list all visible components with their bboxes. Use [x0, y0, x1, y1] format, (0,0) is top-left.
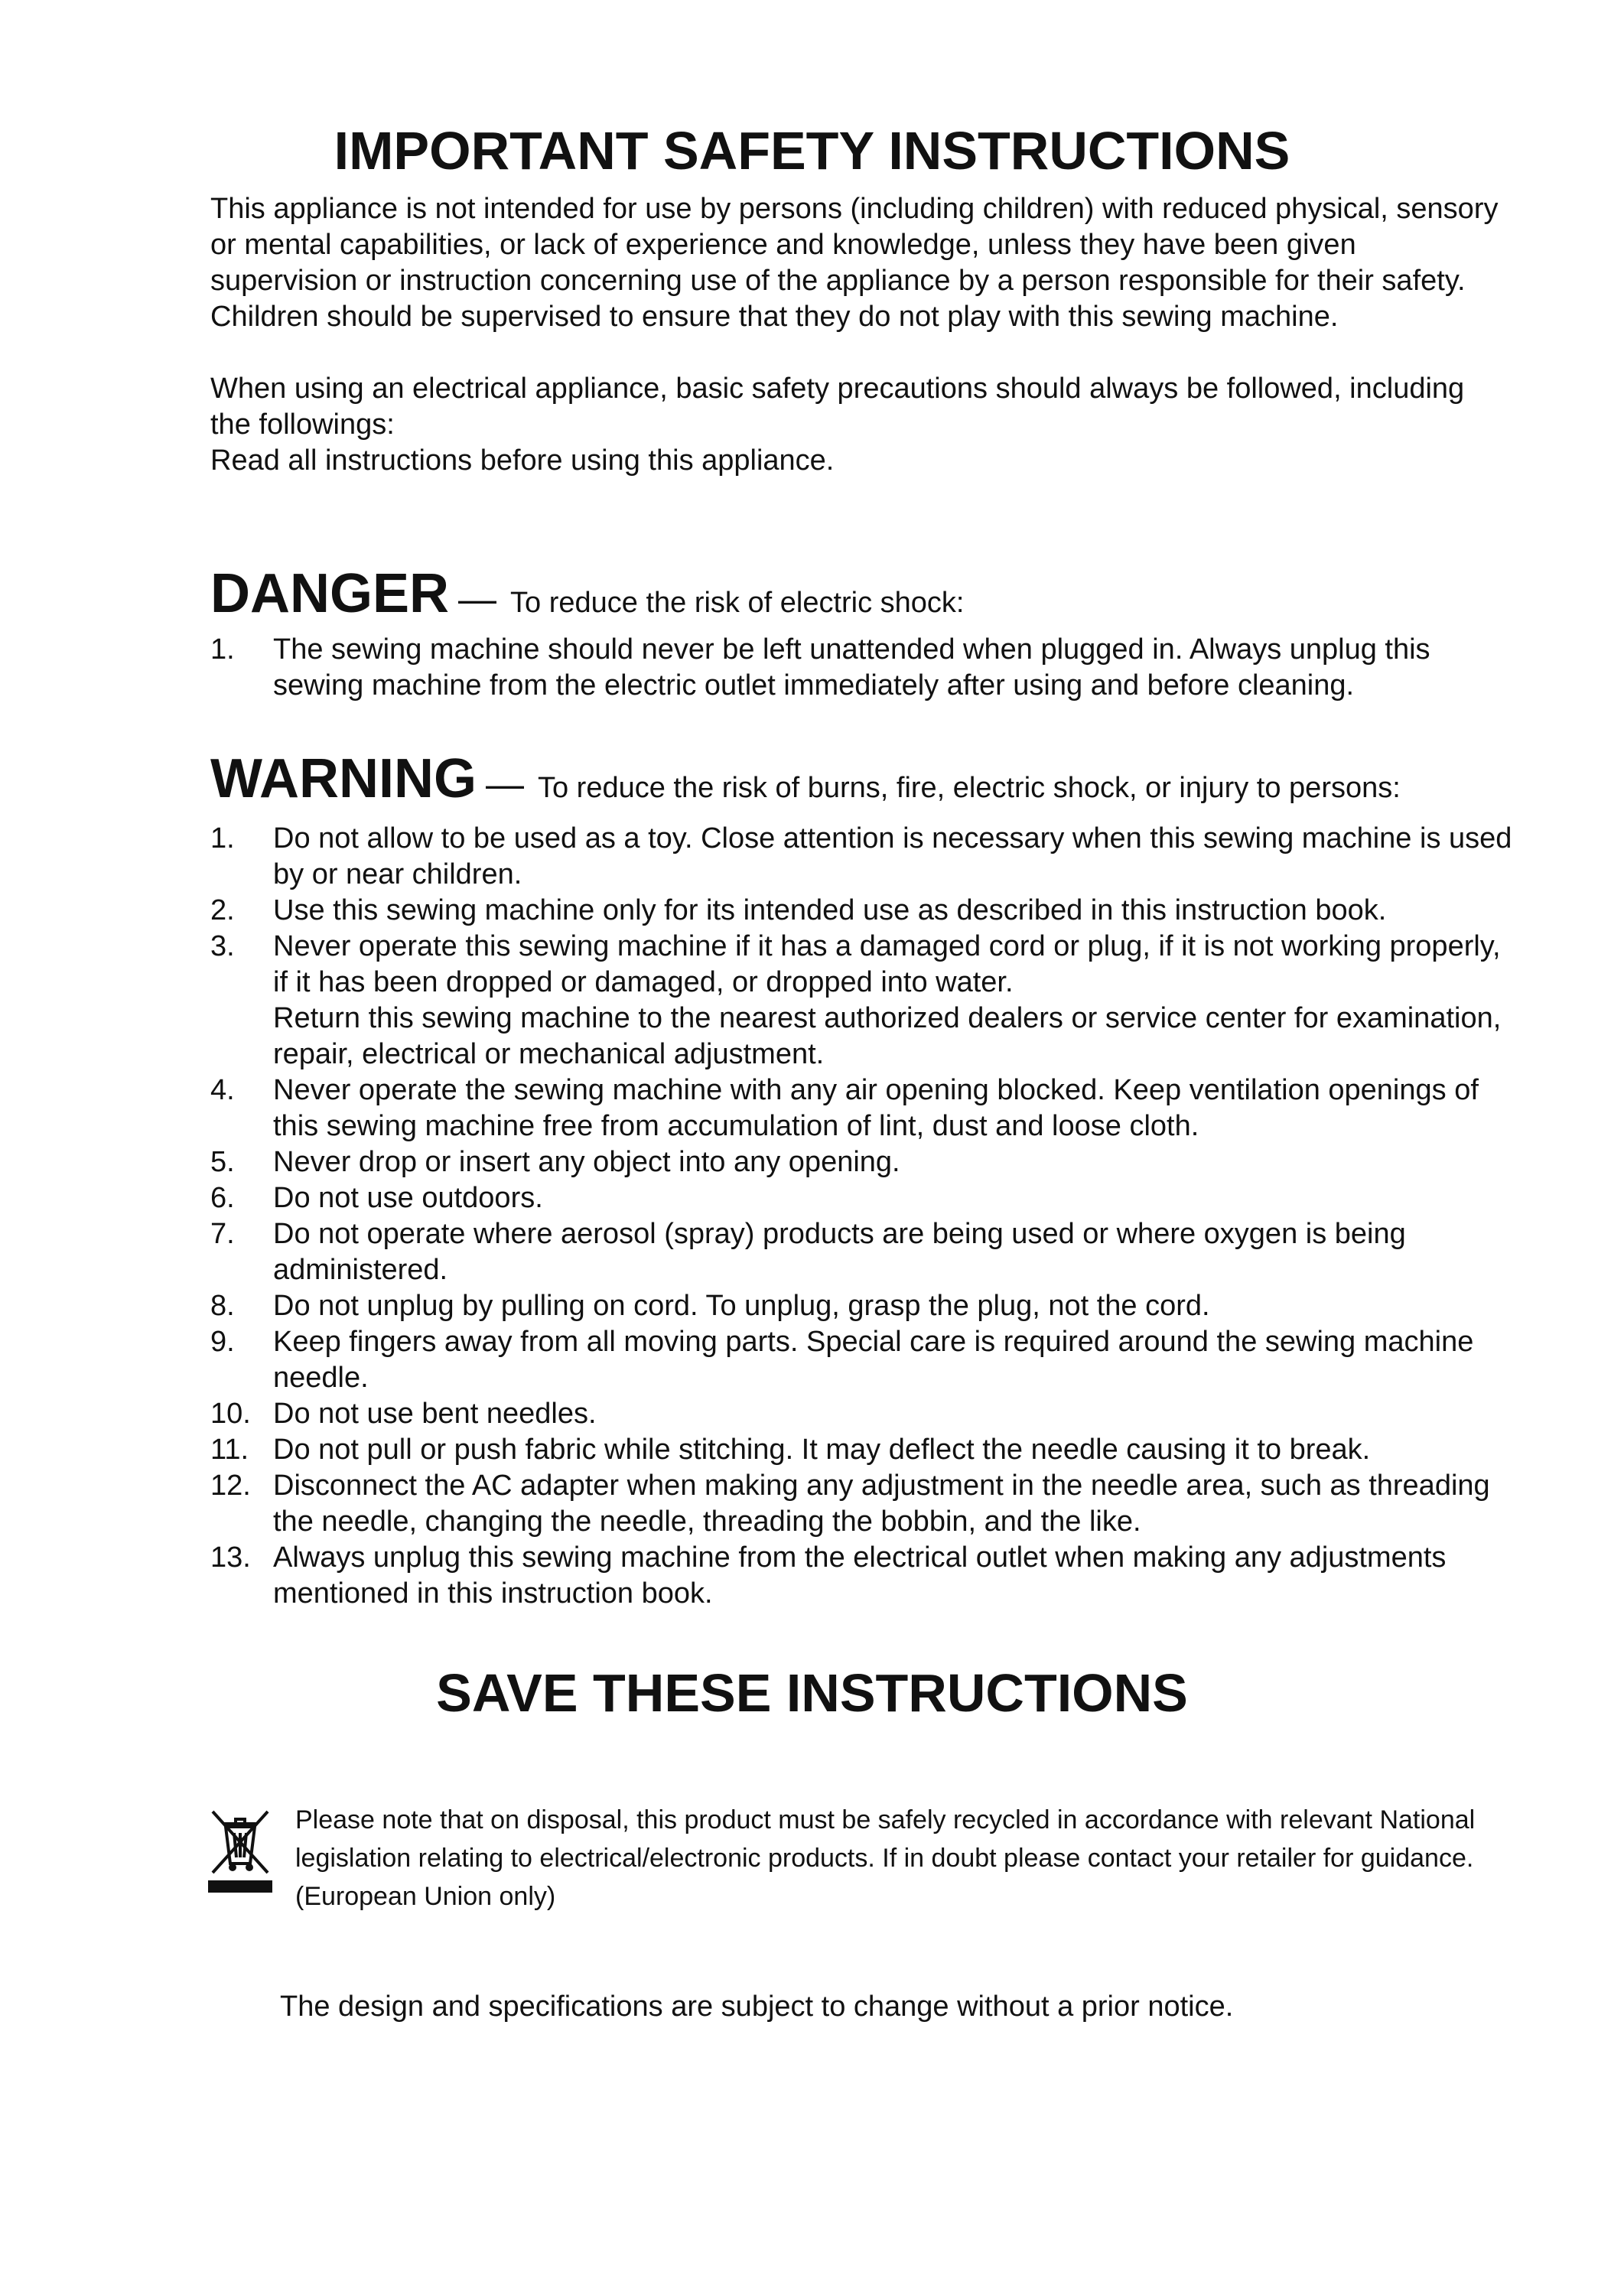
- item-number: 1.: [210, 822, 235, 855]
- intro-section: [210, 191, 1511, 479]
- weee-crossed-bin-icon: [208, 1808, 272, 1893]
- item-number: 9.: [210, 1326, 235, 1358]
- item-text: Never drop or insert any object into any opening.: [273, 1146, 900, 1178]
- item-number: 7.: [210, 1218, 235, 1250]
- item-number: 8.: [210, 1290, 235, 1322]
- item-number: 3.: [210, 930, 235, 962]
- intro-paragraph-precautions: When using an electrical appliance, basic safety precautions should always be followed, including the followings:: [210, 373, 1465, 441]
- list-item: [210, 1324, 1518, 1396]
- disposal-notice: Please note that on disposal, this product must be safely recycled in accordance with relevant National legislation relating to electrical/electronic products. If in doubt please contact your retailer for guidance. (European Union only): [295, 1805, 1476, 1911]
- list-item: [210, 1144, 1518, 1180]
- list-item: [210, 1288, 1518, 1324]
- item-text: Disconnect the AC adapter when making any adjustment in the needle area, such as threading the needle, changing the needle, threading the bobbin, and the like.: [273, 1470, 1490, 1538]
- item-text-continued: Return this sewing machine to the nearest authorized dealers or service center for examination, repair, electrical or mechanical adjustment.: [273, 1002, 1502, 1070]
- item-text: Do not use bent needles.: [273, 1398, 597, 1430]
- warning-list: [210, 821, 1518, 1612]
- item-text: Always unplug this sewing machine from the electrical outlet when making any adjustments mentioned in this instruction book.: [273, 1541, 1447, 1610]
- danger-subtitle: To reduce the risk of electric shock:: [510, 587, 965, 619]
- danger-list: [210, 632, 1518, 704]
- item-text: Do not use outdoors.: [273, 1182, 543, 1214]
- item-number: 2.: [210, 894, 235, 926]
- item-text: Do not pull or push fabric while stitching. It may deflect the needle causing it to break.: [273, 1434, 1371, 1466]
- page-title: IMPORTANT SAFETY INSTRUCTIONS: [334, 121, 1290, 181]
- intro-paragraph-capabilities: This appliance is not intended for use by persons (including children) with reduced physical, sensory or mental capabilities, or lack of experience and knowledge, unless they have been given supervision or instruction concerning use of the appliance by a person responsible for their safety.: [210, 193, 1499, 297]
- item-text: Use this sewing machine only for its intended use as described in this instruction book.: [273, 894, 1387, 926]
- danger-heading: [210, 563, 965, 624]
- list-item: [210, 1073, 1518, 1144]
- list-item: [210, 1468, 1518, 1540]
- item-number: 13.: [210, 1541, 251, 1574]
- item-number: 10.: [210, 1398, 251, 1430]
- list-item: [210, 632, 1518, 704]
- warning-dash: —: [485, 763, 524, 806]
- item-number: 6.: [210, 1182, 235, 1214]
- intro-paragraph-read-all: Read all instructions before using this appliance.: [210, 444, 835, 477]
- danger-dash: —: [458, 578, 497, 620]
- item-number: 4.: [210, 1074, 235, 1106]
- item-number: 1.: [210, 633, 235, 666]
- list-item: [210, 929, 1518, 1073]
- list-item: [210, 1180, 1518, 1216]
- list-item: [210, 1432, 1518, 1468]
- list-item: [210, 893, 1518, 929]
- warning-label: WARNING: [210, 748, 477, 809]
- item-number: 11.: [210, 1434, 249, 1466]
- warning-subtitle: To reduce the risk of burns, fire, electric shock, or injury to persons:: [537, 772, 1401, 804]
- item-text: Keep fingers away from all moving parts. Special care is required around the sewing machine needle.: [273, 1326, 1474, 1394]
- danger-label: DANGER: [210, 563, 450, 624]
- item-number: 12.: [210, 1470, 251, 1502]
- footer-note: The design and specifications are subject to change without a prior notice.: [280, 1991, 1234, 2023]
- item-text: Do not unplug by pulling on cord. To unplug, grasp the plug, not the cord.: [273, 1290, 1210, 1322]
- item-text: Do not allow to be used as a toy. Close attention is necessary when this sewing machine is used by or near children.: [273, 822, 1512, 890]
- warning-heading: [210, 748, 1401, 809]
- list-item: [210, 1396, 1518, 1432]
- list-item: [210, 1216, 1518, 1288]
- item-text: Never operate the sewing machine with any air opening blocked. Keep ventilation openings of this sewing machine free from accumulation of lint, dust and loose cloth.: [273, 1074, 1479, 1142]
- intro-paragraph-children: Children should be supervised to ensure that they do not play with this sewing machine.: [210, 301, 1339, 333]
- item-number: 5.: [210, 1146, 235, 1178]
- list-item: [210, 821, 1518, 893]
- save-instructions-title: SAVE THESE INSTRUCTIONS: [436, 1663, 1188, 1723]
- item-text: The sewing machine should never be left unattended when plugged in. Always unplug this sewing machine from the electric outlet immediately after using and before cleaning.: [273, 633, 1430, 702]
- item-text: Do not operate where aerosol (spray) products are being used or where oxygen is being administered.: [273, 1218, 1406, 1286]
- list-item: [210, 1540, 1518, 1612]
- item-text: Never operate this sewing machine if it has a damaged cord or plug, if it is not working properly, if it has been dropped or damaged, or dropped into water.: [273, 930, 1501, 998]
